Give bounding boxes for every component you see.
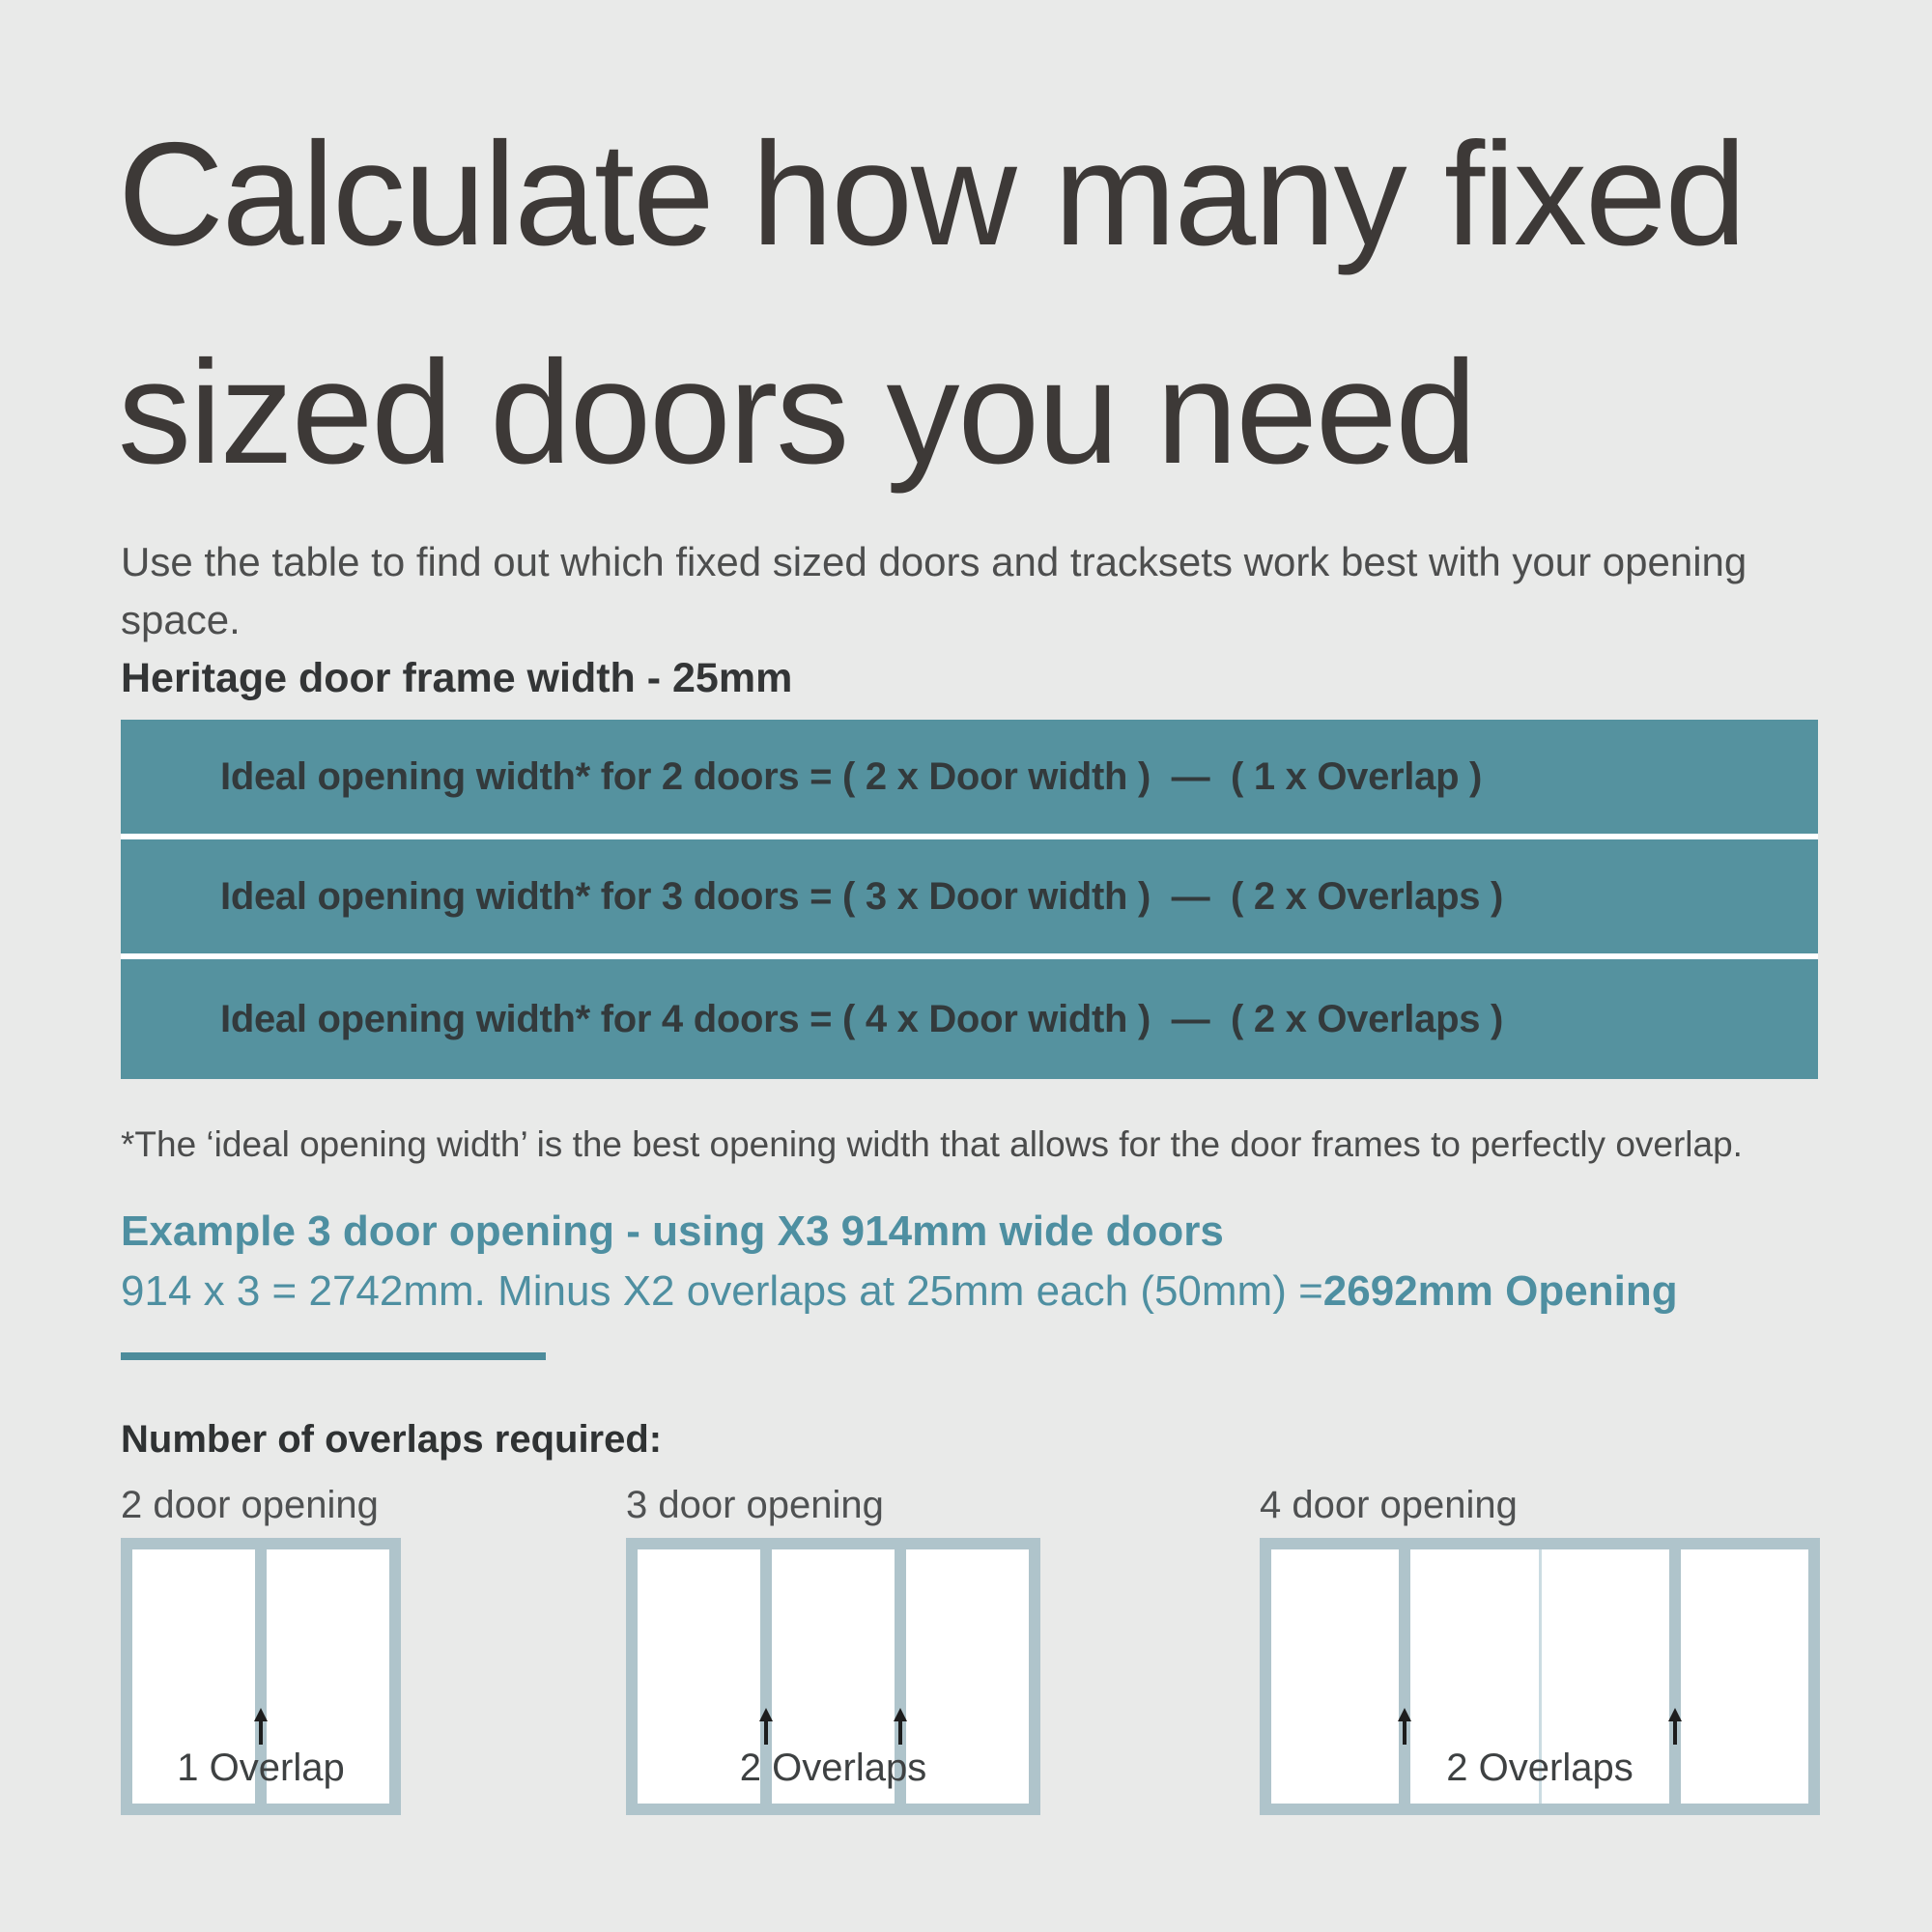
formula-row-4-doors: [121, 959, 1818, 1079]
example-calculation-result: 2692mm Opening: [1322, 1267, 1678, 1315]
footnote-text: *The ‘ideal opening width’ is the best opening width that allows for the door frames to perfectly overlap.: [121, 1124, 1743, 1164]
formula-row-3-doors: [121, 839, 1818, 959]
up-arrow-icon: [1397, 1708, 1412, 1745]
intro-text: Use the table to find out which fixed sized doors and tracksets work best with your opening space.: [121, 539, 1747, 642]
up-arrow-icon: [1667, 1708, 1683, 1745]
teal-divider-rule: [121, 1352, 546, 1360]
example-calculation: [121, 1267, 1678, 1316]
formula-row-2-doors: [121, 720, 1818, 839]
diagram-2-door: [121, 1538, 401, 1815]
up-arrow-icon: [893, 1708, 908, 1745]
page-title: [118, 85, 1745, 522]
overlap-count-label: 1 Overlap: [177, 1747, 345, 1789]
overlap-count-label: 2 Overlaps: [1446, 1747, 1634, 1789]
example-calculation-prefix: 914 x 3 = 2742mm. Minus X2 overlaps at 25mm each (50mm) =: [121, 1267, 1323, 1315]
formula-text-2-doors: Ideal opening width* for 2 doors = ( 2 x Door width ) — ( 1 x Overlap ): [220, 754, 1483, 798]
page-title-line1: Calculate how many fixed: [118, 112, 1745, 276]
formula-text-3-doors: Ideal opening width* for 3 doors = ( 3 x Door width ) — ( 2 x Overlaps ): [220, 874, 1503, 918]
up-arrow-icon: [253, 1708, 269, 1745]
frame-width-note: Heritage door frame width - 25mm: [121, 655, 793, 701]
overlaps-section-title: Number of overlaps required:: [121, 1418, 663, 1461]
diagram-label-3-door: 3 door opening: [626, 1484, 884, 1526]
page-title-line2: sized doors you need: [118, 330, 1475, 495]
diagram-label-2-door: 2 door opening: [121, 1484, 379, 1526]
diagram-3-door: [626, 1538, 1040, 1815]
formula-table: [121, 720, 1818, 1079]
diagram-4-door: [1260, 1538, 1820, 1815]
example-heading: Example 3 door opening - using X3 914mm wide doors: [121, 1208, 1224, 1255]
diagram-label-4-door: 4 door opening: [1260, 1484, 1518, 1526]
formula-text-4-doors: Ideal opening width* for 4 doors = ( 4 x Door width ) — ( 2 x Overlaps ): [220, 997, 1503, 1040]
overlap-count-label: 2 Overlaps: [739, 1747, 927, 1789]
up-arrow-icon: [758, 1708, 774, 1745]
